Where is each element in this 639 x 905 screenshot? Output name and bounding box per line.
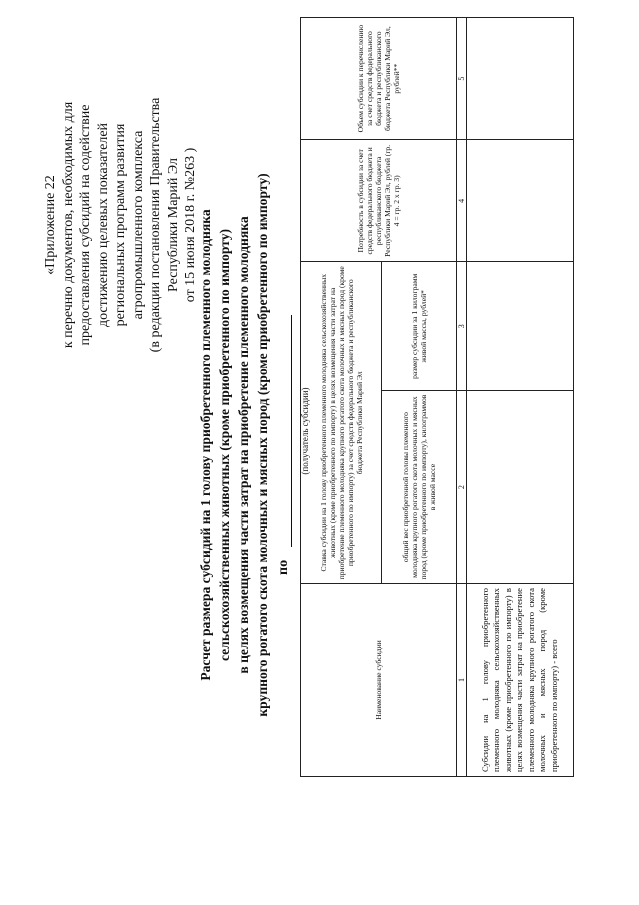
title-line: в целях возмещения части затрат на приобретение племенного молодняка (236, 216, 251, 674)
column-number: 4 (457, 140, 467, 262)
recipient-blank-line (291, 315, 292, 547)
appendix-line: Республики Марий Эл (165, 158, 181, 292)
title-line: крупного рогатого скота молочных и мясных пород (кроме приобретенного по импорту) (255, 173, 270, 717)
cell-weight (467, 391, 574, 584)
appendix-line: к перечню документов, необходимых для (60, 101, 76, 349)
cell-need (467, 140, 574, 262)
header-rate-per-kg: размер субсидии за 1 килограмм живой массы, рублей* (382, 262, 457, 391)
column-number: 1 (457, 584, 467, 777)
header-weight: общий вес приобретенной головы племенного молодняка крупного рогатого скота молочных и мясных пород (кроме приобретенного по импорту), килограммов в живой массе (382, 391, 457, 584)
recipient-field (276, 315, 310, 575)
recipient-prefix: по (276, 559, 291, 575)
title-line: Расчет размера субсидий на 1 голову приобретенного племенного молодняка (198, 209, 213, 681)
appendix-line: предоставления субсидий на содействие (78, 104, 93, 346)
table-row (467, 18, 574, 777)
column-number: 3 (457, 262, 467, 391)
header-need: Потребность в субсидии за счет средств федерального бюджета и республиканского бюджета Республики Марий Эл, рублей (гр. 4 = гр. 2 х гр. 3) (301, 140, 457, 262)
appendix-line: от 15 июня 2018 г. №263 ) (183, 147, 198, 303)
column-number: 5 (457, 18, 467, 140)
cell-volume (467, 18, 574, 140)
appendix-line: агропромышленного комплекса (130, 130, 146, 320)
row-label: Субсидии на 1 голову приобретенного племенного молодняка сельскохозяйственных животных (кроме приобретенного по импорту) в целях возмещения части затрат на приобретение племенного молодняка крупного рогатого скота молочных и мясных пород (кроме приобретенного по импорту) - всего (467, 584, 574, 777)
appendix-line: достижению целевых показателей (95, 122, 111, 328)
title-line: сельскохозяйственных животных (кроме приобретенного по импорту) (217, 228, 232, 662)
appendix-header (42, 65, 200, 385)
document-title (196, 125, 272, 765)
recipient-caption: (получатель субсидии) (300, 387, 310, 475)
column-number-row (457, 18, 467, 777)
appendix-line: «Приложение 22 (43, 175, 58, 275)
header-volume: Объем субсидии к перечислению за счет средств федерального бюджета и республиканского бюджета Республики Марий Эл, рублей** (301, 18, 457, 140)
cell-rate-per-kg (467, 262, 574, 391)
header-rate-group: Ставка субсидии на 1 голову приобретенного племенного молодняка сельскохозяйственных животных (кроме приобретенного по импорту) в целях возмещения части затрат на приобретение племенного молодняка крупного рогатого скота молочных и мясных пород (кроме приобретенного по импорту) за счет средств федерального бюджета и республиканского бюджета Республики Марий Эл (301, 262, 382, 584)
header-name: Наименование субсидии (301, 584, 457, 777)
appendix-line: региональных программ развития (113, 123, 128, 327)
subsidy-table (300, 17, 574, 777)
appendix-line: (в редакции постановления Правительства (148, 97, 163, 353)
column-number: 2 (457, 391, 467, 584)
table-header-row (301, 18, 382, 777)
